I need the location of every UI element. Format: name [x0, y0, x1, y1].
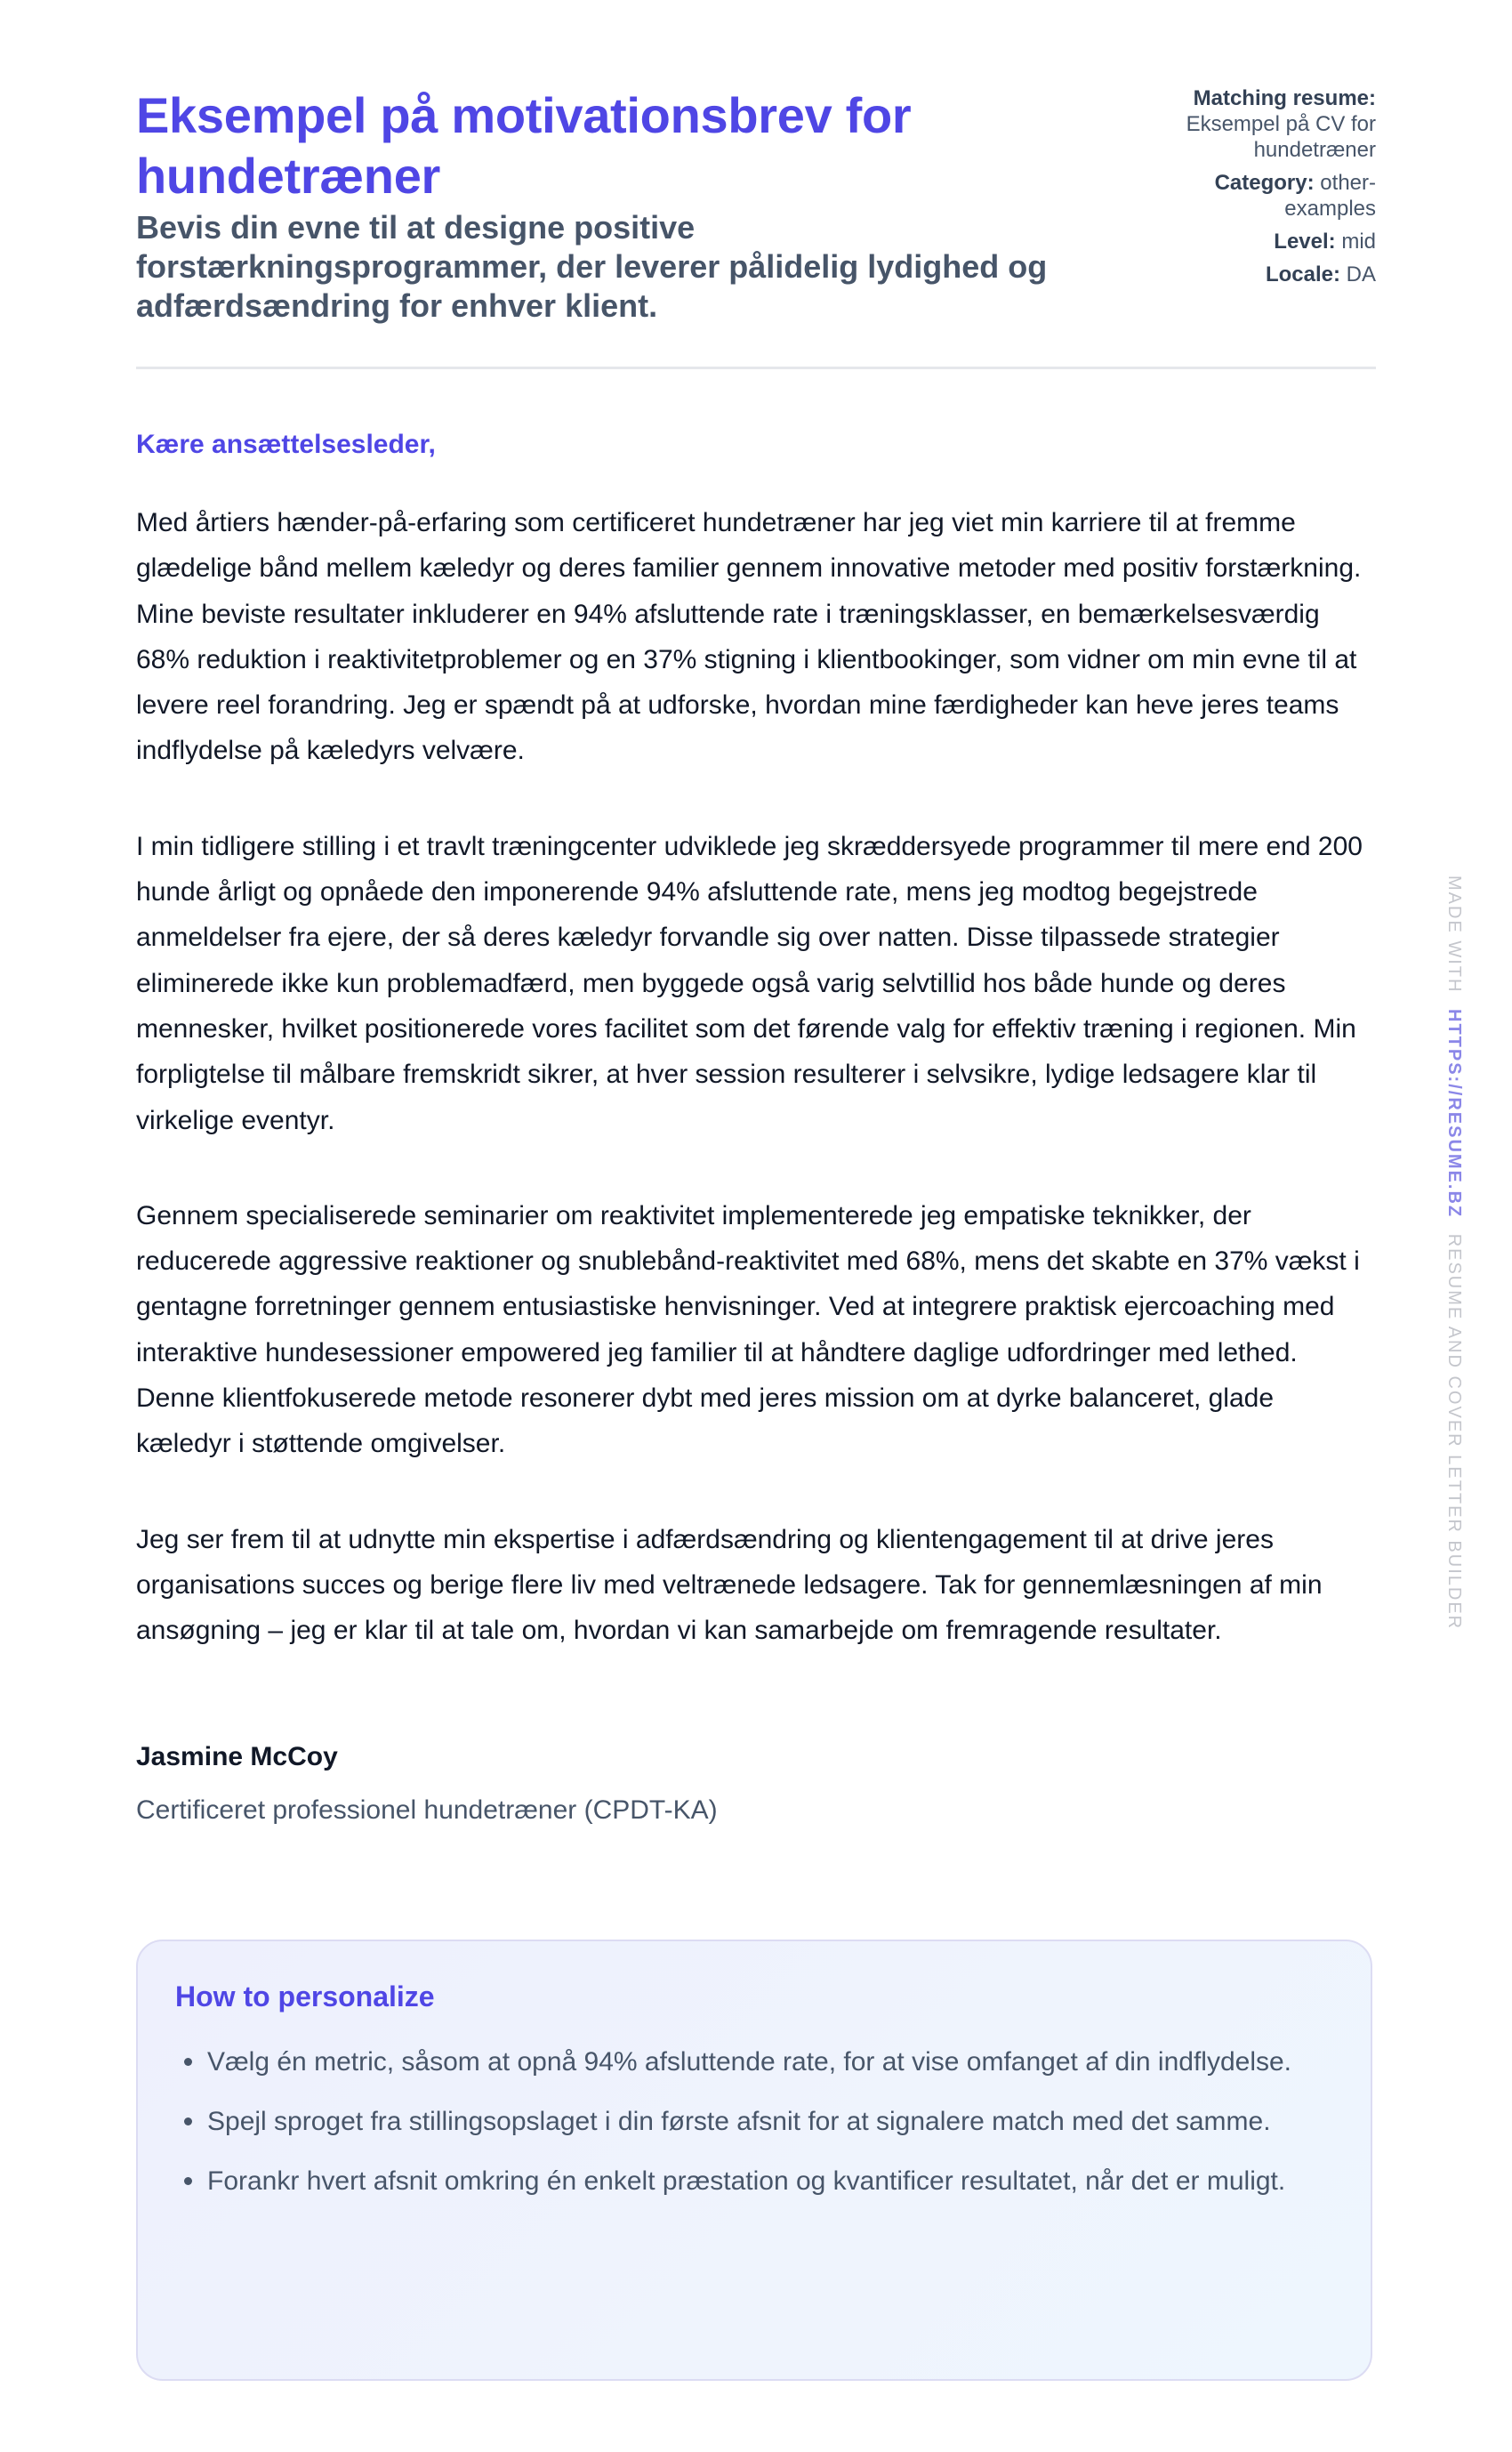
watermark-prefix: MADE WITH	[1444, 875, 1464, 994]
tips-item-text: Spejl sproget fra stillingsopslaget i din første afsnit for at signalere match med det samme.	[207, 2107, 1271, 2136]
page-title: Eksempel på motivationsbrev for hundetræner	[136, 87, 912, 204]
meta-level-value: mid	[1341, 230, 1376, 254]
signature-name: Jasmine McCoy	[136, 1741, 338, 1771]
signature-block	[136, 1739, 1376, 1828]
signature-title: Certificeret professionel hundetræner (CPDT-KA)	[136, 1795, 718, 1825]
watermark-link[interactable]: HTTPS://RESUME.BZ	[1444, 1009, 1464, 1219]
personalize-tips-box	[136, 1940, 1372, 2381]
meta-category	[1145, 170, 1376, 222]
letter-paragraph-2: I min tidligere stilling i et travlt træningcenter udviklede jeg skræddersyede programmer til mere end 200 hunde årligt og opnåede den imponerende 94% afsluttende rate, mens jeg modtog begejstrede anmeldelser fra ejere, der så deres kæledyr forvandle sig over natten. Disse tilpassede strategier eliminerede ikke kun problemadfærd, men byggede også varig selvtillid hos både hunde og deres mennesker, hvilket positionerede vores facilitet som det førende valg for effektiv træning i regionen. Min forpligtelse til målbare fremskridt sikrer, at hver session resulterer i selvsikre, lydige ledsagere klar til virkelige eventyr.	[136, 831, 1363, 1135]
meta-category-label: Category:	[1214, 171, 1315, 195]
bullet-icon	[184, 2177, 192, 2185]
letter-paragraph-1: Med årtiers hænder-på-erfaring som certificeret hundetræner har jeg viet min karriere til at fremme glædelige bånd mellem kæledyr og deres familier gennem innovative metoder med positiv forstærkning. Mine beviste resultater inkluderer en 94% afsluttende rate i træningsklasser, en bemærkelsesværdig 68% reduktion i reaktivitetproblemer og en 37% stigning i klientbookinger, som vidner om min evne til at levere reel forandring. Jeg er spændt på at udforske, hvordan mine færdigheder kan heve jeres teams indflydelse på kæledyrs velvære.	[136, 508, 1362, 766]
bullet-icon	[184, 2058, 192, 2066]
page-header	[136, 0, 1376, 367]
tips-item-text: Vælg én metric, såsom at opnå 94% afsluttende rate, for at vise omfanget af din indflydelse.	[207, 2047, 1291, 2077]
tips-title: How to personalize	[175, 1980, 435, 2012]
letter-paragraph-4: Jeg ser frem til at udnytte min ekspertise i adfærdsændring og klientengagement til at drive jeres organisations succes og berige flere liv med veltrænede ledsagere. Tak for gennemlæsningen af min ansøgning – jeg er klar til at tale om, hvordan vi kan samarbejde om fremragende resultater.	[136, 1524, 1323, 1646]
bullet-icon	[184, 2117, 192, 2125]
meta-category-value: other-examples	[1284, 171, 1376, 221]
meta-locale-value: DA	[1346, 262, 1376, 286]
cover-letter-page	[136, 0, 1376, 2196]
tips-list	[175, 2039, 1335, 2204]
tips-list-item	[175, 2158, 1292, 2204]
letter-paragraph-3: Gennem specialiserede seminarier om reaktivitet implementerede jeg empatiske teknikker, der reducerede aggressive reaktioner og snublebånd-reaktivitet med 68%, mens det skabte en 37% vækst i gentagne forretninger gennem entusiastiske henvisninger. Ved at integrere praktisk ejercoaching med interaktive hundesessioner empowered jeg familier til at håndtere daglige udfordringer med lethed. Denne klientfokuserede metode resonerer dybt med jeres mission om at dyrke balanceret, glade kæledyr i støttende omgivelser.	[136, 1200, 1360, 1459]
letter-body	[136, 427, 1376, 1828]
meta-matching-resume-value[interactable]: Eksempel på CV for hundetræner	[1186, 112, 1376, 162]
tips-item-text: Forankr hvert afsnit omkring én enkelt præstation og kvantificer resultatet, når det er muligt.	[207, 2166, 1286, 2196]
meta-level-label: Level:	[1274, 230, 1336, 254]
meta-locale-label: Locale:	[1265, 262, 1340, 286]
meta-matching-resume-label: Matching resume:	[1193, 86, 1376, 110]
header-divider	[136, 367, 1376, 369]
meta-level	[1145, 229, 1376, 254]
tips-list-item	[175, 2039, 1292, 2085]
made-with-watermark	[1443, 875, 1466, 1630]
meta-matching-resume	[1145, 85, 1376, 163]
tips-list-item	[175, 2099, 1292, 2144]
salutation: Kære ansættelsesleder,	[136, 430, 436, 459]
meta-locale	[1145, 262, 1376, 287]
meta-panel	[1145, 85, 1376, 294]
watermark-suffix: RESUME AND COVER LETTER BUILDER	[1444, 1233, 1464, 1631]
page-subtitle: Bevis din evne til at designe positive forstærkningsprogrammer, der leverer pålidelig lydighed og adfærdsændring for enhver klient.	[136, 209, 1048, 324]
